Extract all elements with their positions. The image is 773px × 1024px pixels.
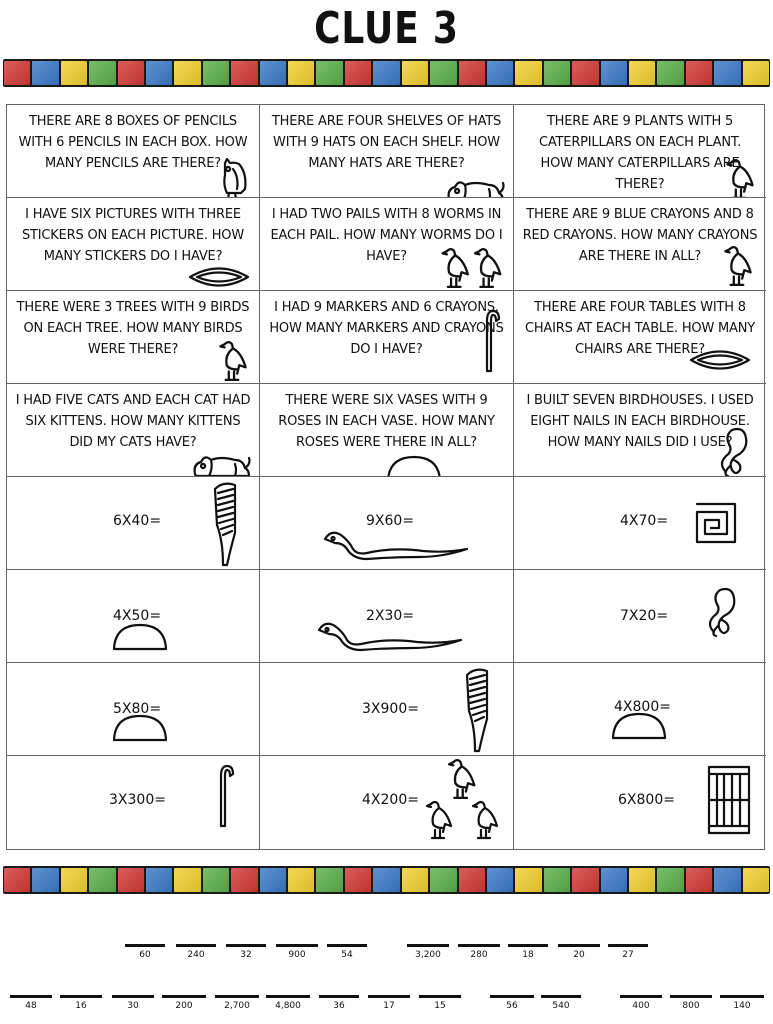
answer-blank[interactable] <box>508 944 548 962</box>
answer-blank[interactable] <box>125 944 165 962</box>
color-tile <box>629 61 655 85</box>
color-tile <box>32 61 58 85</box>
word-problem-cell <box>514 105 766 198</box>
color-tile <box>174 868 200 892</box>
answer-blank[interactable] <box>620 995 662 1013</box>
answer-label: 60 <box>139 950 151 960</box>
answer-blank[interactable] <box>327 944 367 962</box>
color-tile <box>373 61 399 85</box>
equation-cell <box>514 570 766 663</box>
word-problem-cell <box>7 105 260 198</box>
color-tile <box>544 868 570 892</box>
answer-label: 48 <box>25 1001 37 1011</box>
tile-border-bottom <box>3 866 770 894</box>
answer-blank[interactable] <box>458 944 500 962</box>
answer-blank[interactable] <box>319 995 359 1013</box>
answer-label: 30 <box>127 1001 139 1011</box>
color-tile <box>373 868 399 892</box>
spiral-icon <box>694 501 738 549</box>
two-vultures-icon <box>437 246 507 291</box>
equation-text: 4X800= <box>614 699 671 715</box>
word-problem-cell <box>7 198 260 291</box>
color-tile <box>61 868 87 892</box>
word-problem-text: I BUILT SEVEN BIRDHOUSES. I USED EIGHT NAILS IN EACH BIRDHOUSE. HOW MANY NAILS DID I USE? <box>526 393 754 450</box>
answer-blank[interactable] <box>670 995 712 1013</box>
color-tile <box>686 61 712 85</box>
equation-text: 9X60= <box>366 513 415 529</box>
answer-blanks-row-1 <box>0 944 773 974</box>
lion-icon <box>191 450 253 477</box>
color-tile <box>146 61 172 85</box>
color-tile <box>89 868 115 892</box>
equation-cell <box>260 663 514 756</box>
answer-label: 54 <box>341 950 353 960</box>
color-tile <box>260 61 286 85</box>
color-tile <box>89 61 115 85</box>
color-tile <box>231 61 257 85</box>
gate-icon <box>706 764 752 840</box>
answer-blank[interactable] <box>112 995 154 1013</box>
word-problem-text: THERE ARE FOUR TABLES WITH 8 CHAIRS AT EACH TABLE. HOW MANY CHAIRS ARE THERE? <box>524 300 756 357</box>
answer-blank[interactable] <box>608 944 648 962</box>
answer-blank[interactable] <box>176 944 216 962</box>
color-tile <box>345 61 371 85</box>
word-problem-text: I HAVE SIX PICTURES WITH THREE STICKERS ON EACH PICTURE. HOW MANY STICKERS DO I HAVE? <box>22 207 244 264</box>
color-tile <box>203 61 229 85</box>
word-problem-text: THERE ARE 9 PLANTS WITH 5 CATERPILLARS ON EACH PLANT. HOW MANY CATERPILLARS ARE THERE? <box>539 114 741 192</box>
answer-blank[interactable] <box>558 944 600 962</box>
lion-icon <box>445 175 507 198</box>
bread-icon <box>111 713 169 747</box>
answer-blank[interactable] <box>266 995 310 1013</box>
answer-blank[interactable] <box>162 995 206 1013</box>
staff-icon <box>215 762 237 832</box>
answer-blanks-row-2 <box>0 995 773 1024</box>
answer-label: 900 <box>288 950 306 960</box>
answer-blank[interactable] <box>226 944 266 962</box>
color-tile <box>572 61 598 85</box>
color-tile <box>118 61 144 85</box>
equation-text: 3X900= <box>362 701 419 717</box>
equation-cell <box>260 477 514 570</box>
color-tile <box>657 61 683 85</box>
page-title: CLUE 3 <box>314 3 459 54</box>
color-tile <box>601 61 627 85</box>
equation-cell <box>7 570 260 663</box>
answer-label: 540 <box>552 1001 570 1011</box>
bread-icon <box>111 622 169 656</box>
mouth-icon <box>187 264 251 291</box>
answer-label: 32 <box>240 950 252 960</box>
answer-label: 56 <box>506 1001 518 1011</box>
word-problem-text: THERE ARE FOUR SHELVES OF HATS WITH 9 HATS ON EACH SHELF. HOW MANY HATS ARE THERE? <box>271 114 502 171</box>
answer-label: 800 <box>682 1001 700 1011</box>
color-tile <box>459 868 485 892</box>
color-tile <box>231 868 257 892</box>
answer-blank[interactable] <box>60 995 102 1013</box>
color-tile <box>174 61 200 85</box>
answer-label: 280 <box>470 950 488 960</box>
answer-label: 27 <box>622 950 634 960</box>
reed-icon <box>209 481 239 570</box>
answer-label: 400 <box>632 1001 650 1011</box>
vulture-icon <box>722 157 758 198</box>
color-tile <box>743 868 769 892</box>
answer-label: 36 <box>333 1001 345 1011</box>
clue-grid <box>6 104 765 850</box>
equation-text: 4X50= <box>113 608 162 624</box>
answer-blank[interactable] <box>407 944 449 962</box>
equation-text: 6X40= <box>113 513 162 529</box>
word-problem-cell <box>260 105 514 198</box>
word-problem-text: I HAD TWO PAILS WITH 8 WORMS IN EACH PAIL. HOW MANY WORMS DO I HAVE? <box>270 207 503 264</box>
color-tile <box>288 61 314 85</box>
color-tile <box>146 868 172 892</box>
equation-text: 3X300= <box>109 792 166 808</box>
color-tile <box>260 868 286 892</box>
color-tile <box>544 61 570 85</box>
answer-label: 240 <box>187 950 205 960</box>
color-tile <box>288 868 314 892</box>
equation-cell <box>514 663 766 756</box>
answer-blank[interactable] <box>215 995 259 1013</box>
equation-cell <box>260 756 514 849</box>
answer-blank[interactable] <box>419 995 461 1013</box>
color-tile <box>118 868 144 892</box>
word-problem-text: THERE ARE 8 BOXES OF PENCILS WITH 6 PENCILS IN EACH BOX. HOW MANY PENCILS ARE THERE? <box>18 114 248 171</box>
snake-icon <box>317 618 463 656</box>
color-tile <box>4 61 30 85</box>
equation-cell <box>7 663 260 756</box>
word-problem-text: I HAD 9 MARKERS AND 6 CRAYONS. HOW MANY MARKERS AND CRAYONS DO I HAVE? <box>269 300 504 357</box>
color-tile <box>203 868 229 892</box>
word-problem-cell <box>514 198 766 291</box>
word-problem-cell <box>260 198 514 291</box>
color-tile <box>487 61 513 85</box>
answer-label: 140 <box>733 1001 751 1011</box>
equation-cell <box>514 477 766 570</box>
color-tile <box>601 868 627 892</box>
word-problem-cell <box>7 291 260 384</box>
equation-text: 4X70= <box>620 513 669 529</box>
word-problem-cell <box>7 384 260 477</box>
word-problem-text: I HAD FIVE CATS AND EACH CAT HAD SIX KITTENS. HOW MANY KITTENS DID MY CATS HAVE? <box>15 393 251 450</box>
color-tile <box>402 868 428 892</box>
snake-icon <box>323 527 469 565</box>
color-tile <box>629 868 655 892</box>
answer-blank[interactable] <box>541 995 581 1013</box>
answer-label: 20 <box>573 950 585 960</box>
answer-label: 3,200 <box>415 950 441 960</box>
answer-label: 4,800 <box>275 1001 301 1011</box>
word-problem-cell <box>514 291 766 384</box>
answer-label: 200 <box>175 1001 193 1011</box>
answer-blank[interactable] <box>490 995 534 1013</box>
equation-cell <box>514 756 766 849</box>
reed-icon <box>461 667 491 756</box>
word-problem-text: THERE WERE 3 TREES WITH 9 BIRDS ON EACH TREE. HOW MANY BIRDS WERE THERE? <box>16 300 250 357</box>
staff-icon <box>481 307 503 377</box>
equation-text: 6X800= <box>618 792 675 808</box>
color-tile <box>487 868 513 892</box>
rope-icon <box>704 586 740 642</box>
answer-blank[interactable] <box>720 995 764 1013</box>
equation-cell <box>7 756 260 849</box>
answer-label: 17 <box>383 1001 395 1011</box>
word-problem-cell <box>260 291 514 384</box>
owl-icon <box>217 157 249 198</box>
color-tile <box>430 868 456 892</box>
word-problem-cell <box>514 384 766 477</box>
color-tile <box>32 868 58 892</box>
answer-label: 18 <box>522 950 534 960</box>
color-tile <box>572 868 598 892</box>
answer-blank[interactable] <box>276 944 318 962</box>
color-tile <box>515 61 541 85</box>
tile-border-top <box>3 59 770 87</box>
answer-label: 2,700 <box>224 1001 250 1011</box>
color-tile <box>714 868 740 892</box>
vulture-icon <box>720 244 756 291</box>
color-tile <box>714 61 740 85</box>
color-tile <box>743 61 769 85</box>
color-tile <box>345 868 371 892</box>
color-tile <box>316 61 342 85</box>
answer-label: 15 <box>434 1001 446 1011</box>
bread-icon <box>610 711 668 745</box>
equation-cell <box>260 570 514 663</box>
bread-icon <box>385 454 443 477</box>
mouth-icon <box>688 347 752 377</box>
color-tile <box>686 868 712 892</box>
rope-icon <box>716 426 752 477</box>
color-tile <box>316 868 342 892</box>
word-problem-text: THERE ARE 9 BLUE CRAYONS AND 8 RED CRAYONS. HOW MANY CRAYONS ARE THERE IN ALL? <box>522 207 758 264</box>
equation-cell <box>7 477 260 570</box>
color-tile <box>430 61 456 85</box>
equation-text: 2X30= <box>366 608 415 624</box>
word-problem-cell <box>260 384 514 477</box>
equation-text: 7X20= <box>620 608 669 624</box>
vulture-icon <box>215 339 251 384</box>
equation-text: 5X80= <box>113 701 162 717</box>
color-tile <box>515 868 541 892</box>
answer-blank[interactable] <box>368 995 410 1013</box>
word-problem-text: THERE WERE SIX VASES WITH 9 ROSES IN EACH VASE. HOW MANY ROSES WERE THERE IN ALL? <box>278 393 495 450</box>
color-tile <box>61 61 87 85</box>
answer-blank[interactable] <box>10 995 52 1013</box>
color-tile <box>459 61 485 85</box>
answer-label: 16 <box>75 1001 87 1011</box>
three-vultures-icon <box>425 758 511 848</box>
color-tile <box>657 868 683 892</box>
color-tile <box>402 61 428 85</box>
equation-text: 4X200= <box>362 792 419 808</box>
color-tile <box>4 868 30 892</box>
